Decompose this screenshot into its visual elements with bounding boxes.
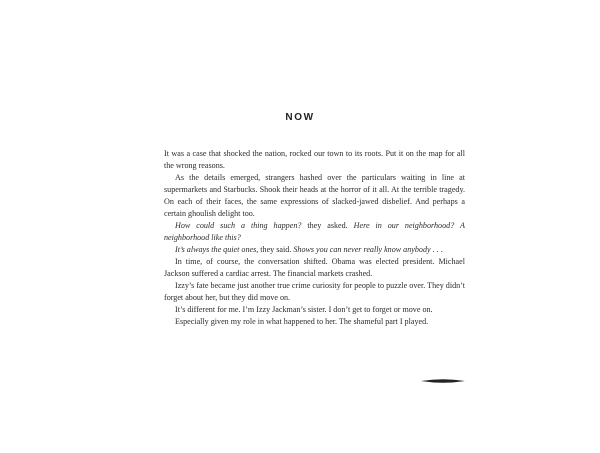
- text-run: It’s different for me. I’m Izzy Jackman’s sister. I don’t get to forget or move on.: [175, 305, 433, 314]
- italic-text-run: How could such a thing happen?: [175, 221, 302, 230]
- text-run: In time, of course, the conversation shifted. Obama was elected president. Michael Jackson suffered a cardiac arrest. The financial markets crashed.: [164, 257, 465, 278]
- italic-text-run: It’s always the quiet ones,: [175, 245, 259, 254]
- body-text: [164, 148, 465, 328]
- text-run: they said.: [258, 245, 294, 254]
- text-run: they asked.: [301, 221, 354, 230]
- paragraph: [164, 256, 465, 280]
- italic-text-run: Here in our neighborhood? A neighborhood like this?: [164, 221, 465, 242]
- text-run: Especially given my role in what happened to her. The shameful part I played.: [175, 317, 429, 326]
- paragraph: [164, 220, 465, 244]
- paragraph: [164, 244, 465, 256]
- text-run: As the details emerged, strangers hashed over the particulars waiting in line at supermarkets and Starbucks. Shook their heads at the horror of it all. At the terrible tragedy. On each of their faces, the same expressions of slacked-jawed disbelief. And perhaps a certain ghoulish delight too.: [164, 173, 465, 218]
- text-run: Izzy’s fate became just another true crime curiosity for people to puzzle over. They didn’t forget about her, but they did move on.: [164, 281, 465, 302]
- paragraph: [164, 148, 465, 172]
- section-break-ornament-icon: [421, 378, 465, 384]
- text-run: . . .: [430, 245, 443, 254]
- paragraph: [164, 280, 465, 304]
- paragraph: [164, 172, 465, 220]
- paragraph: [164, 316, 465, 328]
- chapter-title: NOW: [285, 112, 315, 123]
- italic-text-run: Shows you can never really know anybody: [293, 245, 431, 254]
- text-run: It was a case that shocked the nation, rocked our town to its roots. Put it on the map for all the wrong reasons.: [164, 149, 465, 170]
- paragraph: [164, 304, 465, 316]
